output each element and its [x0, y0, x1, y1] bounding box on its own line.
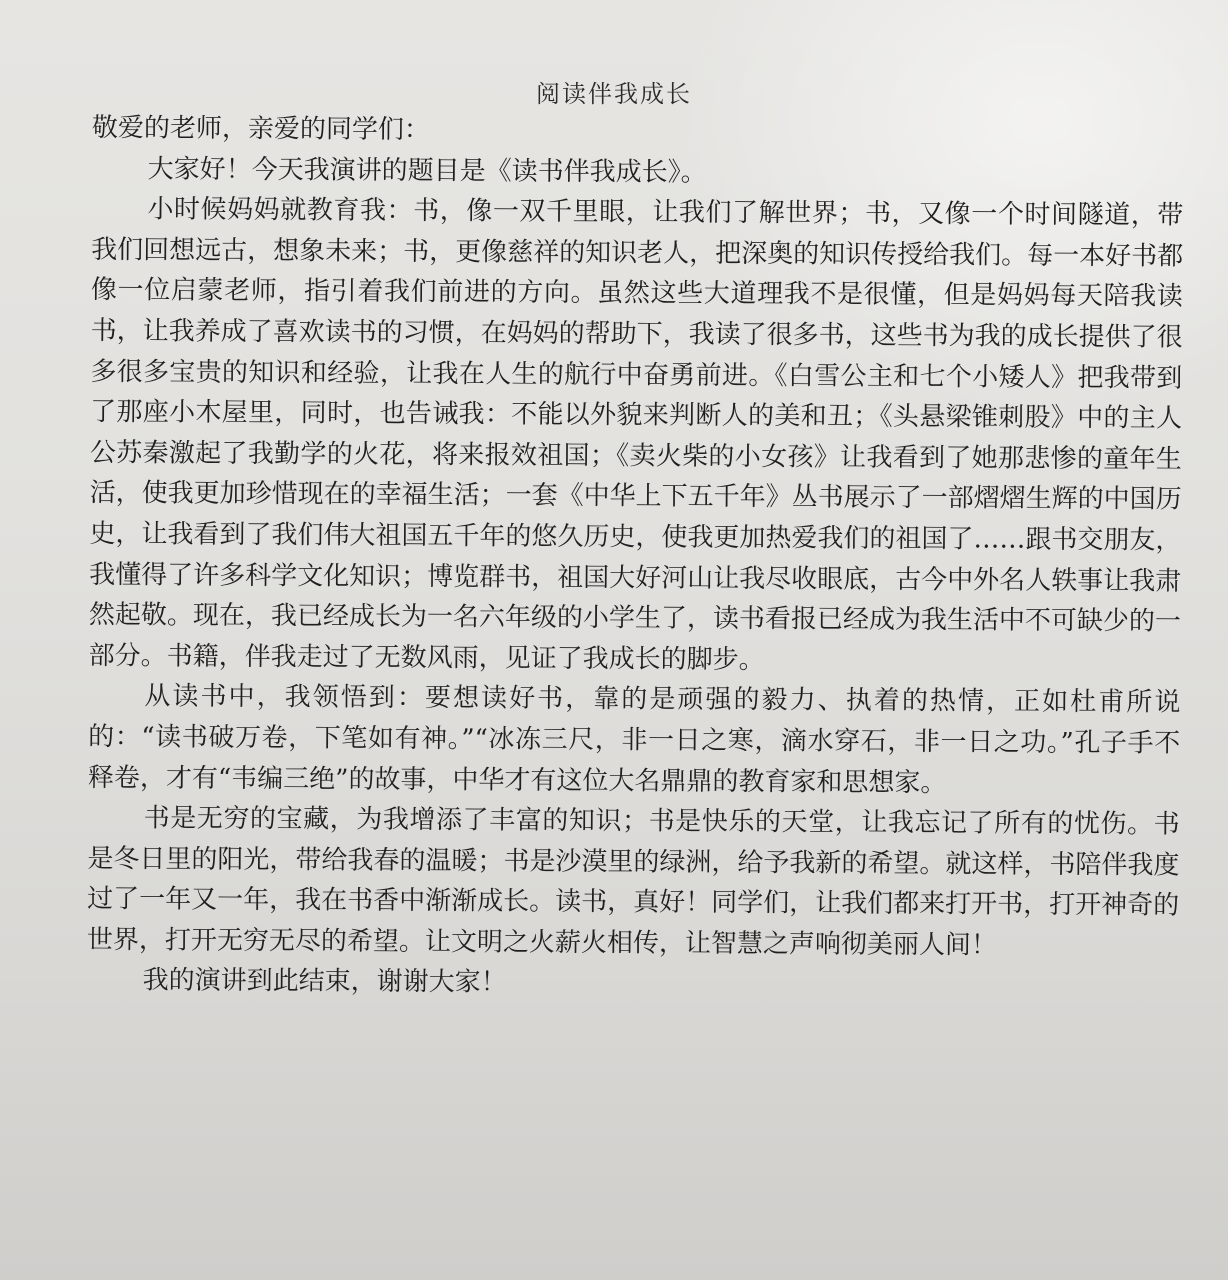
- paragraph-childhood: 小时候妈妈就教育我：书，像一双千里眼，让我们了解世界；书，又像一个时间隧道，带我们回想远古，想象未来；书，更像慈祥的知识老人，把深奥的知识传授给我们。每一本好书都像一位启蒙老师，指引着我们前进的方向。虽然这些大道理我不是很懂，但是妈妈每天陪我读书，让我养成了喜欢读书的习惯，在妈妈的帮助下，我读了很多书，这些书为我的成长提供了很多很多宝贵的知识和经验，让我在人生的航行中奋勇前进。《白雪公主和七个小矮人》把我带到了那座小木屋里，同时，也告诫我：不能以外貌来判断人的美和丑；《头悬梁锥刺股》中的主人公苏秦激起了我勤学的火花，将来报效祖国；《卖火柴的小女孩》让我看到了她那悲惨的童年生活，使我更加珍惜现在的幸福生活；一套《中华上下五千年》丛书展示了一部熠熠生辉的中国历史，让我看到了我们伟大祖国五千年的悠久历史，使我更加热爱我们的祖国了……跟书交朋友，我懂得了许多科学文化知识；博览群书，祖国大好河山让我尽收眼底，古今中外名人轶事让我肃然起敬。现在，我已经成长为一名六年级的小学生了，读书看报已经成为我生活中不可缺少的一部分。书籍，伴我走过了无数风雨，见证了我成长的脚步。: [88, 194, 1184, 675]
- paragraph-perseverance: 从读书中，我领悟到：要想读好书，靠的是顽强的毅力、执着的热情，正如杜甫所说的：“读书破万卷，下笔如有神。”“冰冻三尺，非一日之寒，滴水穿石，非一日之功。”孔子手不释卷，才有“韦编三绝”的故事，中华才有这位大名鼎鼎的教育家和思想家。: [87, 681, 1181, 798]
- paragraph-opening: 大家好！今天我演讲的题目是《读书伴我成长》。: [147, 153, 707, 188]
- page-title: 阅读伴我成长: [536, 80, 692, 108]
- speech-body: [87, 108, 1184, 1008]
- paragraph-books-treasure: 书是无穷的宝藏，为我增添了丰富的知识；书是快乐的天堂，让我忘记了所有的忧伤。书是冬日里的阳光，带给我春的温暖；书是沙漠里的绿洲，给予我新的希望。就这样，书陪伴我度过了一年又一年，我在书香中渐渐成长。读书，真好！同学们，让我们都来打开书，打开神奇的世界，打开无穷无尽的希望。让文明之火薪火相传，让智慧之声响彻美丽人间！: [86, 803, 1180, 961]
- paragraph-closing: 我的演讲到此结束，谢谢大家！: [142, 965, 507, 999]
- greeting-line: 敬爱的老师，亲爱的同学们：: [91, 112, 430, 146]
